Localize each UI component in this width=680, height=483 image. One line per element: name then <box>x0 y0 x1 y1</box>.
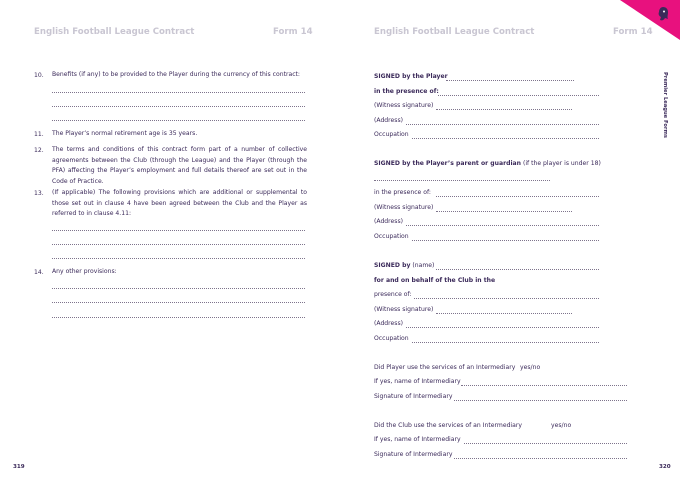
input-line[interactable] <box>412 240 599 241</box>
signature-line[interactable] <box>454 400 627 401</box>
input-line[interactable] <box>436 211 572 212</box>
clause-13-text: (If applicable) The following provisions which are additional or supplemental to those set out in clause 4 have been agreed between the Club and the Player as referred to in clause 4.11: <box>52 189 307 217</box>
in-presence-label: in the presence of: <box>374 189 431 196</box>
side-label: Premier League Forms <box>662 72 668 138</box>
header-form: Form 14 <box>273 27 313 37</box>
occupation-label: Occupation <box>374 233 409 240</box>
clause-number: 13. <box>34 190 44 197</box>
address-label: (Address) <box>374 218 404 225</box>
page-number: 320 <box>659 464 671 470</box>
occupation-label: Occupation <box>374 131 409 138</box>
input-line[interactable] <box>406 124 599 125</box>
input-line[interactable] <box>436 269 599 270</box>
blank-line[interactable] <box>52 258 305 259</box>
input-line[interactable] <box>414 298 599 299</box>
blank-line[interactable] <box>52 120 305 121</box>
signature-line[interactable] <box>454 458 627 459</box>
right-page <box>340 0 680 483</box>
clause-number: 12. <box>34 147 44 154</box>
input-line[interactable] <box>464 443 627 444</box>
clause-number: 14. <box>34 269 44 276</box>
page-number: 319 <box>13 464 25 470</box>
input-line[interactable] <box>436 196 599 197</box>
did-club-intermediary-label: Did the Club use the services of an Intermediary <box>374 422 522 429</box>
blank-line[interactable] <box>52 288 305 289</box>
signature-line[interactable] <box>374 180 550 181</box>
header-form: Form 14 <box>613 27 653 37</box>
signed-by-label: SIGNED by (name) <box>374 262 435 269</box>
signature-line[interactable] <box>446 80 574 81</box>
clause-number: 11. <box>34 131 44 138</box>
blank-line[interactable] <box>52 317 305 318</box>
witness-signature-label: (Witness signature) <box>374 204 434 211</box>
header-title: English Football League Contract <box>34 27 195 37</box>
input-line[interactable] <box>412 342 599 343</box>
witness-signature-label: (Witness signature) <box>374 102 434 109</box>
premier-league-lion-icon <box>656 6 670 22</box>
blank-line[interactable] <box>52 92 305 93</box>
address-label: (Address) <box>374 320 404 327</box>
input-line[interactable] <box>406 225 599 226</box>
clause-11-text: The Player’s normal retirement age is 35 years. <box>52 130 198 137</box>
input-line[interactable] <box>436 313 572 314</box>
signed-player-label: SIGNED by the Player <box>374 73 448 80</box>
input-line[interactable] <box>461 385 627 386</box>
input-line[interactable] <box>412 138 599 139</box>
in-presence-label: in the presence of: <box>374 88 439 95</box>
blank-line[interactable] <box>52 244 305 245</box>
intermediary-signature-label: Signature of Intermediary <box>374 393 453 400</box>
intermediary-name-label: If yes, name of Intermediary <box>374 436 461 443</box>
input-line[interactable] <box>406 327 599 328</box>
header-title: English Football League Contract <box>374 27 535 37</box>
intermediary-name-label: If yes, name of Intermediary <box>374 378 461 385</box>
yes-no-option[interactable]: yes/no <box>551 422 572 429</box>
clause-12-text: The terms and conditions of this contract form part of a number of collective agreements between the Club (through the League) and the Player (through the PFA) affecting the Player’s employment and full details thereof are set out in the Code of Practice. <box>52 146 307 185</box>
blank-line[interactable] <box>52 302 305 303</box>
yes-no-option[interactable]: yes/no <box>520 364 541 371</box>
input-line[interactable] <box>438 95 599 96</box>
for-behalf-label: for and on behalf of the Club in the <box>374 277 496 284</box>
witness-signature-label: (Witness signature) <box>374 306 434 313</box>
presence-of-label: presence of: <box>374 291 412 298</box>
intermediary-signature-label: Signature of Intermediary <box>374 451 453 458</box>
did-player-intermediary-label: Did Player use the services of an Intermediary <box>374 364 516 371</box>
address-label: (Address) <box>374 117 404 124</box>
clause-10-text: Benefits (if any) to be provided to the Player during the currency of this contract: <box>52 71 300 78</box>
clause-14-text: Any other provisions: <box>52 268 117 275</box>
input-line[interactable] <box>436 109 572 110</box>
blank-line[interactable] <box>52 106 305 107</box>
blank-line[interactable] <box>52 230 305 231</box>
occupation-label: Occupation <box>374 335 409 342</box>
clause-number: 10. <box>34 72 44 79</box>
signed-parent-label: SIGNED by the Player’s parent or guardian (if the player is under 18) <box>374 160 601 167</box>
